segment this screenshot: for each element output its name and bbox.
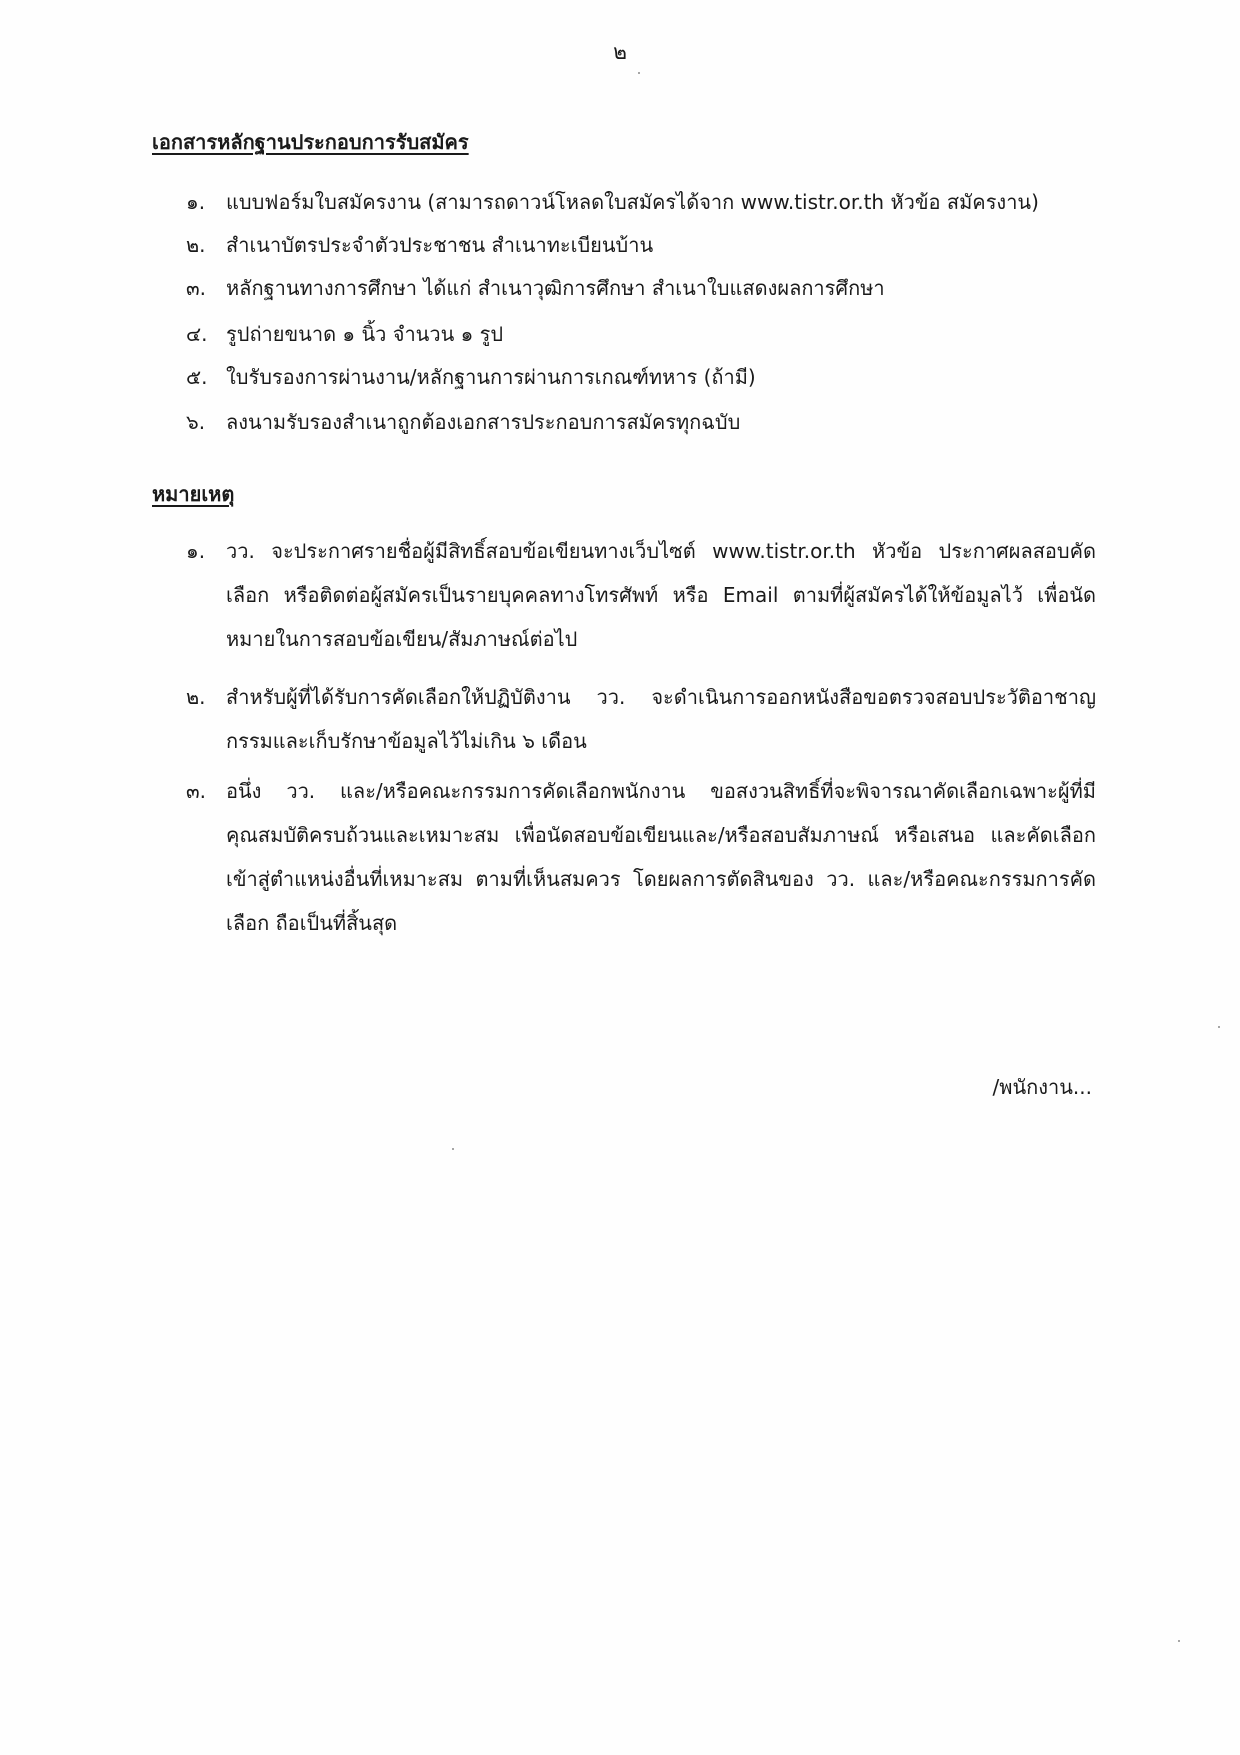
item-text: ลงนามรับรองสำเนาถูกต้องเอกสารประกอบการสมัครทุกฉบับ	[226, 410, 741, 434]
item-number: ๕.	[186, 365, 208, 389]
item-text: สำเนาบัตรประจำตัวประชาชน สำเนาทะเบียนบ้าน	[226, 233, 654, 257]
item-text: สำหรับผู้ที่ได้รับการคัดเลือกให้ปฏิบัติงาน วว. จะดำเนินการออกหนังสือขอตรวจสอบประวัติอาชาญกรรมและเก็บรักษาข้อมูลไว้ไม่เกิน ๖ เดือน	[226, 685, 1096, 753]
scan-speck	[638, 72, 640, 74]
item-text: รูปถ่ายขนาด ๑ นิ้ว จำนวน ๑ รูป	[226, 322, 504, 346]
item-text: วว. จะประกาศรายชื่อผู้มีสิทธิ์สอบข้อเขียนทางเว็บไซต์ www.tistr.or.th หัวข้อ ประกาศผลสอบคัดเลือก หรือติดต่อผู้สมัครเป็นรายบุคคลทางโทรศัพท์ หรือ Email ตามที่ผู้สมัครได้ให้ข้อมูลไว้ เพื่อนัดหมายในการสอบข้อเขียน/สัมภาษณ์ต่อไป	[226, 539, 1096, 651]
scan-speck	[1178, 1640, 1180, 1642]
item-number: ๑.	[186, 539, 206, 563]
item-number: ๓.	[186, 276, 207, 300]
item-text: อนึ่ง วว. และ/หรือคณะกรรมการคัดเลือกพนักงาน ขอสงวนสิทธิ์ที่จะพิจารณาคัดเลือกเฉพาะผู้ที่มีคุณสมบัติครบถ้วนและเหมาะสม เพื่อนัดสอบข้อเขียนและ/หรือสอบสัมภาษณ์ หรือเสนอ และคัดเลือกเข้าสู่ตำแหน่งอื่นที่เหมาะสม ตามที่เห็นสมควร โดยผลการตัดสินของ วว. และ/หรือคณะกรรมการคัดเลือก ถือเป็นที่สิ้นสุด	[226, 779, 1096, 935]
item-number: ๒.	[186, 685, 206, 709]
documents-heading: เอกสารหลักฐานประกอบการรับสมัคร	[152, 130, 469, 154]
notes-heading: หมายเหตุ	[152, 482, 235, 506]
item-text: ใบรับรองการผ่านงาน/หลักฐานการผ่านการเกณฑ์ทหาร (ถ้ามี)	[226, 365, 756, 389]
item-number: ๑.	[186, 190, 206, 214]
item-number: ๓.	[186, 779, 207, 803]
page-number: ๒	[613, 40, 627, 64]
continuation-note: /พนักงาน...	[992, 1075, 1092, 1099]
item-number: ๒.	[186, 233, 206, 257]
item-text: หลักฐานทางการศึกษา ได้แก่ สำเนาวุฒิการศึกษา สำเนาใบแสดงผลการศึกษา	[226, 276, 885, 300]
scan-speck	[1218, 1026, 1220, 1028]
item-text: แบบฟอร์มใบสมัครงาน (สามารถดาวน์โหลดใบสมัครได้จาก www.tistr.or.th หัวข้อ สมัครงาน)	[226, 190, 1039, 214]
item-number: ๖.	[186, 410, 206, 434]
scan-speck	[452, 1148, 454, 1150]
item-number: ๔.	[186, 322, 208, 346]
